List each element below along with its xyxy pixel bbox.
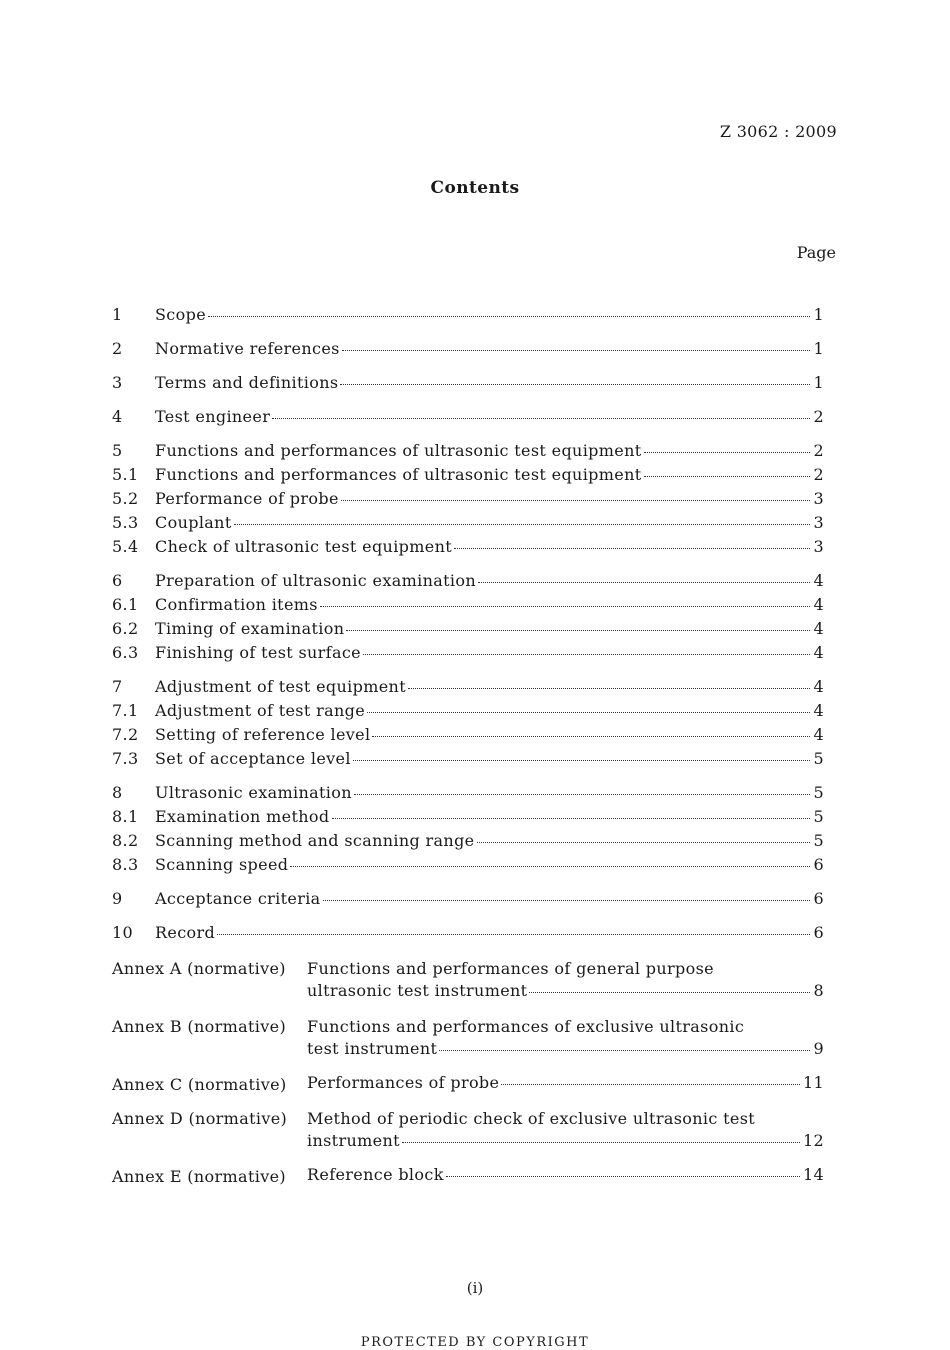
toc-entry-page: 2 <box>813 407 824 426</box>
toc-entry-number: 10 <box>112 923 134 942</box>
toc-entry-page: 4 <box>813 701 824 720</box>
toc-entry-page: 2 <box>813 465 824 484</box>
toc-entry-title: Terms and definitions <box>155 373 339 392</box>
dot-leader <box>234 524 811 525</box>
toc-entry[interactable] <box>112 441 824 465</box>
toc-entry-number: 2 <box>112 339 123 358</box>
toc-entry[interactable] <box>112 373 824 397</box>
toc-entry-title: Scanning speed <box>155 855 289 874</box>
annex-page: 11 <box>802 1073 824 1092</box>
annex-body <box>307 1165 824 1189</box>
toc-entry[interactable] <box>112 855 824 879</box>
dot-leader <box>363 654 810 655</box>
annex-title-line <box>307 981 824 1005</box>
toc-section-group <box>112 923 824 947</box>
annex-label: Annex D (normative) <box>112 1109 288 1128</box>
contents-title: Contents <box>430 178 520 198</box>
dot-leader <box>332 818 811 819</box>
annex-page: 12 <box>802 1131 824 1150</box>
toc-section-group <box>112 677 824 773</box>
dot-leader <box>340 384 810 385</box>
toc-entry[interactable] <box>112 807 824 831</box>
toc-entry-title: Set of acceptance level <box>155 749 351 768</box>
toc-entry-number: 8.1 <box>112 807 139 826</box>
toc-entry-title: Confirmation items <box>155 595 318 614</box>
toc-entry-title: Examination method <box>155 807 330 826</box>
toc-entry-number: 5.1 <box>112 465 139 484</box>
toc-section-group <box>112 373 824 397</box>
toc-entry-title: Ultrasonic examination <box>155 783 352 802</box>
annex-title-line <box>307 1039 824 1063</box>
toc-entry-number: 5.3 <box>112 513 139 532</box>
toc-entry-number: 3 <box>112 373 123 392</box>
dot-leader <box>501 1084 800 1085</box>
annex-title: test instrument <box>307 1039 438 1058</box>
toc-entry-title: Test engineer <box>155 407 271 426</box>
annex-label: Annex C (normative) <box>112 1075 287 1094</box>
dot-leader <box>372 736 810 737</box>
annex-page: 9 <box>813 1039 824 1058</box>
toc-entry-number: 8.3 <box>112 855 139 874</box>
dot-leader <box>353 760 811 761</box>
annex-body <box>307 1015 824 1063</box>
toc-entry-page: 3 <box>813 513 824 532</box>
toc-entry-page: 6 <box>813 889 824 908</box>
annex-page: 14 <box>802 1165 824 1184</box>
dot-leader <box>341 500 811 501</box>
annex-body <box>307 957 824 1005</box>
dot-leader <box>272 418 810 419</box>
toc-entry-page: 6 <box>813 923 824 942</box>
dot-leader <box>644 452 811 453</box>
toc-entry-title: Acceptance criteria <box>155 889 321 908</box>
toc-section-group <box>112 407 824 431</box>
dot-leader <box>446 1176 800 1177</box>
toc-entry[interactable] <box>112 465 824 489</box>
annex-page: 8 <box>813 981 824 1000</box>
dot-leader <box>529 992 810 993</box>
annex-title: Performances of probe <box>307 1073 500 1092</box>
dot-leader <box>290 866 810 867</box>
toc-entry-title: Adjustment of test range <box>155 701 366 720</box>
toc-entry[interactable] <box>112 305 824 329</box>
toc-entry-title: Scanning method and scanning range <box>155 831 475 850</box>
toc-entry[interactable] <box>112 595 824 619</box>
toc-entry-page: 4 <box>813 571 824 590</box>
toc-entry-number: 6 <box>112 571 123 590</box>
toc-entry-number: 7.3 <box>112 749 139 768</box>
toc-entry[interactable] <box>112 677 824 701</box>
document-id: Z 3062 : 2009 <box>719 122 837 141</box>
toc-entry-page: 6 <box>813 855 824 874</box>
toc-entry-title: Functions and performances of ultrasonic test equipment <box>155 441 642 460</box>
copyright-notice: PROTECTED BY COPYRIGHT <box>360 1335 590 1350</box>
toc-entry-title: Functions and performances of ultrasonic test equipment <box>155 465 642 484</box>
toc-entry[interactable] <box>112 619 824 643</box>
toc-entry-page: 4 <box>813 595 824 614</box>
toc-entry[interactable] <box>112 571 824 595</box>
dot-leader <box>320 606 811 607</box>
toc-entry[interactable] <box>112 783 824 807</box>
toc-entry-title: Performance of probe <box>155 489 339 508</box>
annex-body <box>307 1073 824 1097</box>
toc-entry-page: 5 <box>813 807 824 826</box>
toc-entry-title: Preparation of ultrasonic examination <box>155 571 477 590</box>
toc-entry-title: Finishing of test surface <box>155 643 361 662</box>
dot-leader <box>323 900 811 901</box>
dot-leader <box>217 934 810 935</box>
toc-entry-number: 4 <box>112 407 123 426</box>
toc-entry-page: 5 <box>813 831 824 850</box>
toc-section-group <box>112 783 824 879</box>
toc-entry-number: 7 <box>112 677 123 696</box>
toc-entry-number: 9 <box>112 889 123 908</box>
dot-leader <box>408 688 810 689</box>
annex-body <box>307 1107 824 1155</box>
annex-title-line <box>307 1131 824 1155</box>
annex-label: Annex E (normative) <box>112 1167 286 1186</box>
toc-entry[interactable] <box>112 537 824 561</box>
toc-section-group <box>112 441 824 561</box>
annex-title: Reference block <box>307 1165 444 1184</box>
toc-annex-entry[interactable] <box>112 1073 824 1097</box>
toc-entry-title: Setting of reference level <box>155 725 371 744</box>
toc-entry-number: 5 <box>112 441 123 460</box>
dot-leader <box>644 476 811 477</box>
toc-entry[interactable] <box>112 831 824 855</box>
annex-title-line: Functions and performances of general purpose <box>307 959 714 978</box>
annex-title-line <box>307 1073 824 1097</box>
toc-entry-number: 8 <box>112 783 123 802</box>
toc-entry-number: 6.2 <box>112 619 139 638</box>
toc-entry-page: 4 <box>813 725 824 744</box>
toc-entry-number: 1 <box>112 305 123 324</box>
footer-page-number: (i) <box>466 1279 484 1297</box>
annex-title: ultrasonic test instrument <box>307 981 528 1000</box>
annex-title: instrument <box>307 1131 400 1150</box>
toc-entry-page: 5 <box>813 749 824 768</box>
toc-entry-page: 2 <box>813 441 824 460</box>
toc-entry[interactable] <box>112 643 824 667</box>
toc-entry-number: 5.4 <box>112 537 139 556</box>
toc-entry-title: Normative references <box>155 339 340 358</box>
toc-entry[interactable] <box>112 923 824 947</box>
annex-title-line <box>307 1165 824 1189</box>
dot-leader <box>477 842 811 843</box>
toc-section-group <box>112 305 824 329</box>
toc-annex-entry[interactable] <box>112 957 824 1005</box>
toc-entry-page: 1 <box>813 339 824 358</box>
toc-entry-page: 3 <box>813 537 824 556</box>
toc-entry-title: Adjustment of test equipment <box>155 677 406 696</box>
annex-label: Annex B (normative) <box>112 1017 287 1036</box>
toc-entry[interactable] <box>112 749 824 773</box>
toc-section-group <box>112 889 824 913</box>
dot-leader <box>402 1142 800 1143</box>
toc-entry-title: Record <box>155 923 216 942</box>
toc-entry[interactable] <box>112 407 824 431</box>
dot-leader <box>454 548 810 549</box>
dot-leader <box>478 582 810 583</box>
toc-annex-entry[interactable] <box>112 1107 824 1155</box>
toc-entry[interactable] <box>112 339 824 363</box>
annex-label: Annex A (normative) <box>112 959 286 978</box>
toc-entry-number: 5.2 <box>112 489 139 508</box>
table-of-contents <box>112 305 824 1199</box>
toc-entry[interactable] <box>112 889 824 913</box>
toc-entry-number: 6.3 <box>112 643 139 662</box>
toc-entry-page: 1 <box>813 305 824 324</box>
toc-entry-number: 7.1 <box>112 701 139 720</box>
annex-title-line: Method of periodic check of exclusive ultrasonic test <box>307 1109 756 1128</box>
toc-entry-title: Couplant <box>155 513 232 532</box>
toc-entry-number: 6.1 <box>112 595 139 614</box>
dot-leader <box>354 794 811 795</box>
toc-entry[interactable] <box>112 489 824 513</box>
toc-annex-entry[interactable] <box>112 1015 824 1063</box>
toc-section-group <box>112 339 824 363</box>
annex-title-line: Functions and performances of exclusive ultrasonic <box>307 1017 745 1036</box>
toc-entry-number: 7.2 <box>112 725 139 744</box>
toc-entry-title: Check of ultrasonic test equipment <box>155 537 453 556</box>
toc-entry-page: 4 <box>813 677 824 696</box>
dot-leader <box>439 1050 810 1051</box>
toc-entry-title: Timing of examination <box>155 619 345 638</box>
toc-entry[interactable] <box>112 701 824 725</box>
toc-entry[interactable] <box>112 513 824 537</box>
toc-section-group <box>112 571 824 667</box>
dot-leader <box>346 630 810 631</box>
dot-leader <box>342 350 811 351</box>
toc-entry-page: 5 <box>813 783 824 802</box>
dot-leader <box>208 316 810 317</box>
toc-entry-page: 4 <box>813 643 824 662</box>
toc-entry-page: 4 <box>813 619 824 638</box>
page-column-label: Page <box>796 243 836 262</box>
toc-entry[interactable] <box>112 725 824 749</box>
toc-entry-number: 8.2 <box>112 831 139 850</box>
toc-entry-title: Scope <box>155 305 207 324</box>
toc-entry-page: 3 <box>813 489 824 508</box>
toc-entry-page: 1 <box>813 373 824 392</box>
toc-annex-entry[interactable] <box>112 1165 824 1189</box>
dot-leader <box>367 712 810 713</box>
